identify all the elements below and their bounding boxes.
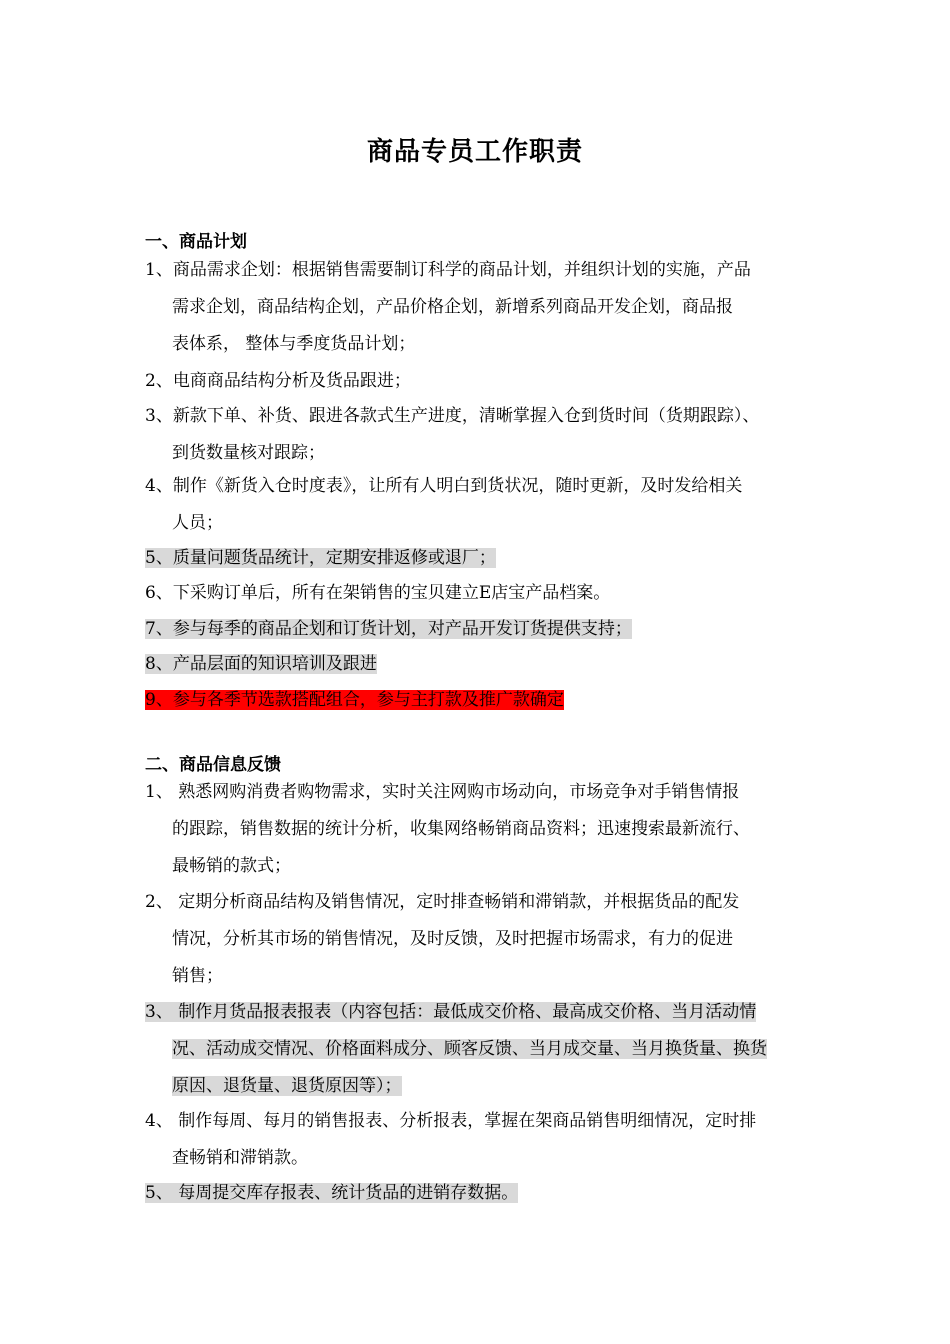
- highlighted-text: 7、参与每季的商品企划和订货计划，对产品开发订货提供支持；: [145, 619, 632, 639]
- document-title: 商品专员工作职责: [366, 137, 583, 167]
- item-line: 4、制作《新货入仓时度表》，让所有人明白到货状况，随时更新，及时发给相关: [145, 476, 743, 496]
- item-line: 2、电商商品结构分析及货品跟进；: [145, 371, 411, 391]
- highlighted-text: 3、 制作月货品报表报表（内容包括：最低成交价格、最高成交价格、当月活动情: [145, 1002, 757, 1022]
- list-item: [145, 682, 810, 719]
- item-line: 3、新款下单、补货、跟进各款式生产进度，清晰掌握入仓到货时间（货期跟踪）、: [145, 406, 760, 426]
- item-line: 需求企划，商品结构企划，产品价格企划，新增系列商品开发企划，商品报: [172, 297, 733, 317]
- list-item: [145, 398, 810, 472]
- list-item: [145, 646, 810, 683]
- section-heading-feedback: 二、商品信息反馈: [145, 755, 281, 775]
- item-line: 4、 制作每周、每月的销售报表、分析报表，掌握在架商品销售明细情况，定时排: [145, 1111, 757, 1131]
- item-line: 到货数量核对跟踪；: [172, 443, 325, 463]
- list-item: [145, 540, 810, 577]
- highlighted-text: 况、活动成交情况、价格面料成分、顾客反馈、当月成交量、当月换货量、换货: [172, 1039, 767, 1059]
- section-heading-plan: 一、商品计划: [145, 232, 247, 252]
- list-item: [145, 363, 810, 400]
- list-item: [145, 1103, 810, 1177]
- highlighted-text: 5、质量问题货品统计，定期安排返修或退厂；: [145, 548, 496, 568]
- item-line: 6、下采购订单后，所有在架销售的宝贝建立E店宝产品档案。: [145, 583, 611, 603]
- list-item: [145, 611, 810, 648]
- list-item: [145, 774, 810, 885]
- item-line: 人员；: [172, 513, 223, 533]
- list-item: [145, 575, 810, 612]
- item-line: 销售；: [172, 966, 223, 986]
- list-item: [145, 884, 810, 995]
- item-line: 2、 定期分析商品结构及销售情况，定时排查畅销和滞销款，并根据货品的配发: [145, 892, 740, 912]
- list-item: [145, 994, 810, 1105]
- item-line: 的跟踪，销售数据的统计分析，收集网络畅销商品资料；迅速搜索最新流行、: [172, 819, 750, 839]
- item-line: 表体系， 整体与季度货品计划；: [172, 334, 416, 354]
- item-line: 1、商品需求企划：根据销售需要制订科学的商品计划，并组织计划的实施，产品: [145, 260, 751, 280]
- item-line: 最畅销的款式；: [172, 856, 291, 876]
- list-item: [145, 468, 810, 542]
- list-item: [145, 1175, 810, 1212]
- list-item: [145, 252, 810, 363]
- highlighted-text: 9、参与各季节选款搭配组合，参与主打款及推广款确定: [145, 690, 564, 710]
- item-line: 情况，分析其市场的销售情况，及时反馈，及时把握市场需求，有力的促进: [172, 929, 733, 949]
- highlighted-text: 8、产品层面的知识培训及跟进: [145, 654, 377, 674]
- highlighted-text: 原因、退货量、退货原因等）；: [172, 1076, 402, 1096]
- item-line: 查畅销和滞销款。: [172, 1148, 308, 1168]
- highlighted-text: 5、 每周提交库存报表、统计货品的进销存数据。: [145, 1183, 519, 1203]
- item-line: 1、 熟悉网购消费者购物需求，实时关注网购市场动向，市场竞争对手销售情报: [145, 782, 740, 802]
